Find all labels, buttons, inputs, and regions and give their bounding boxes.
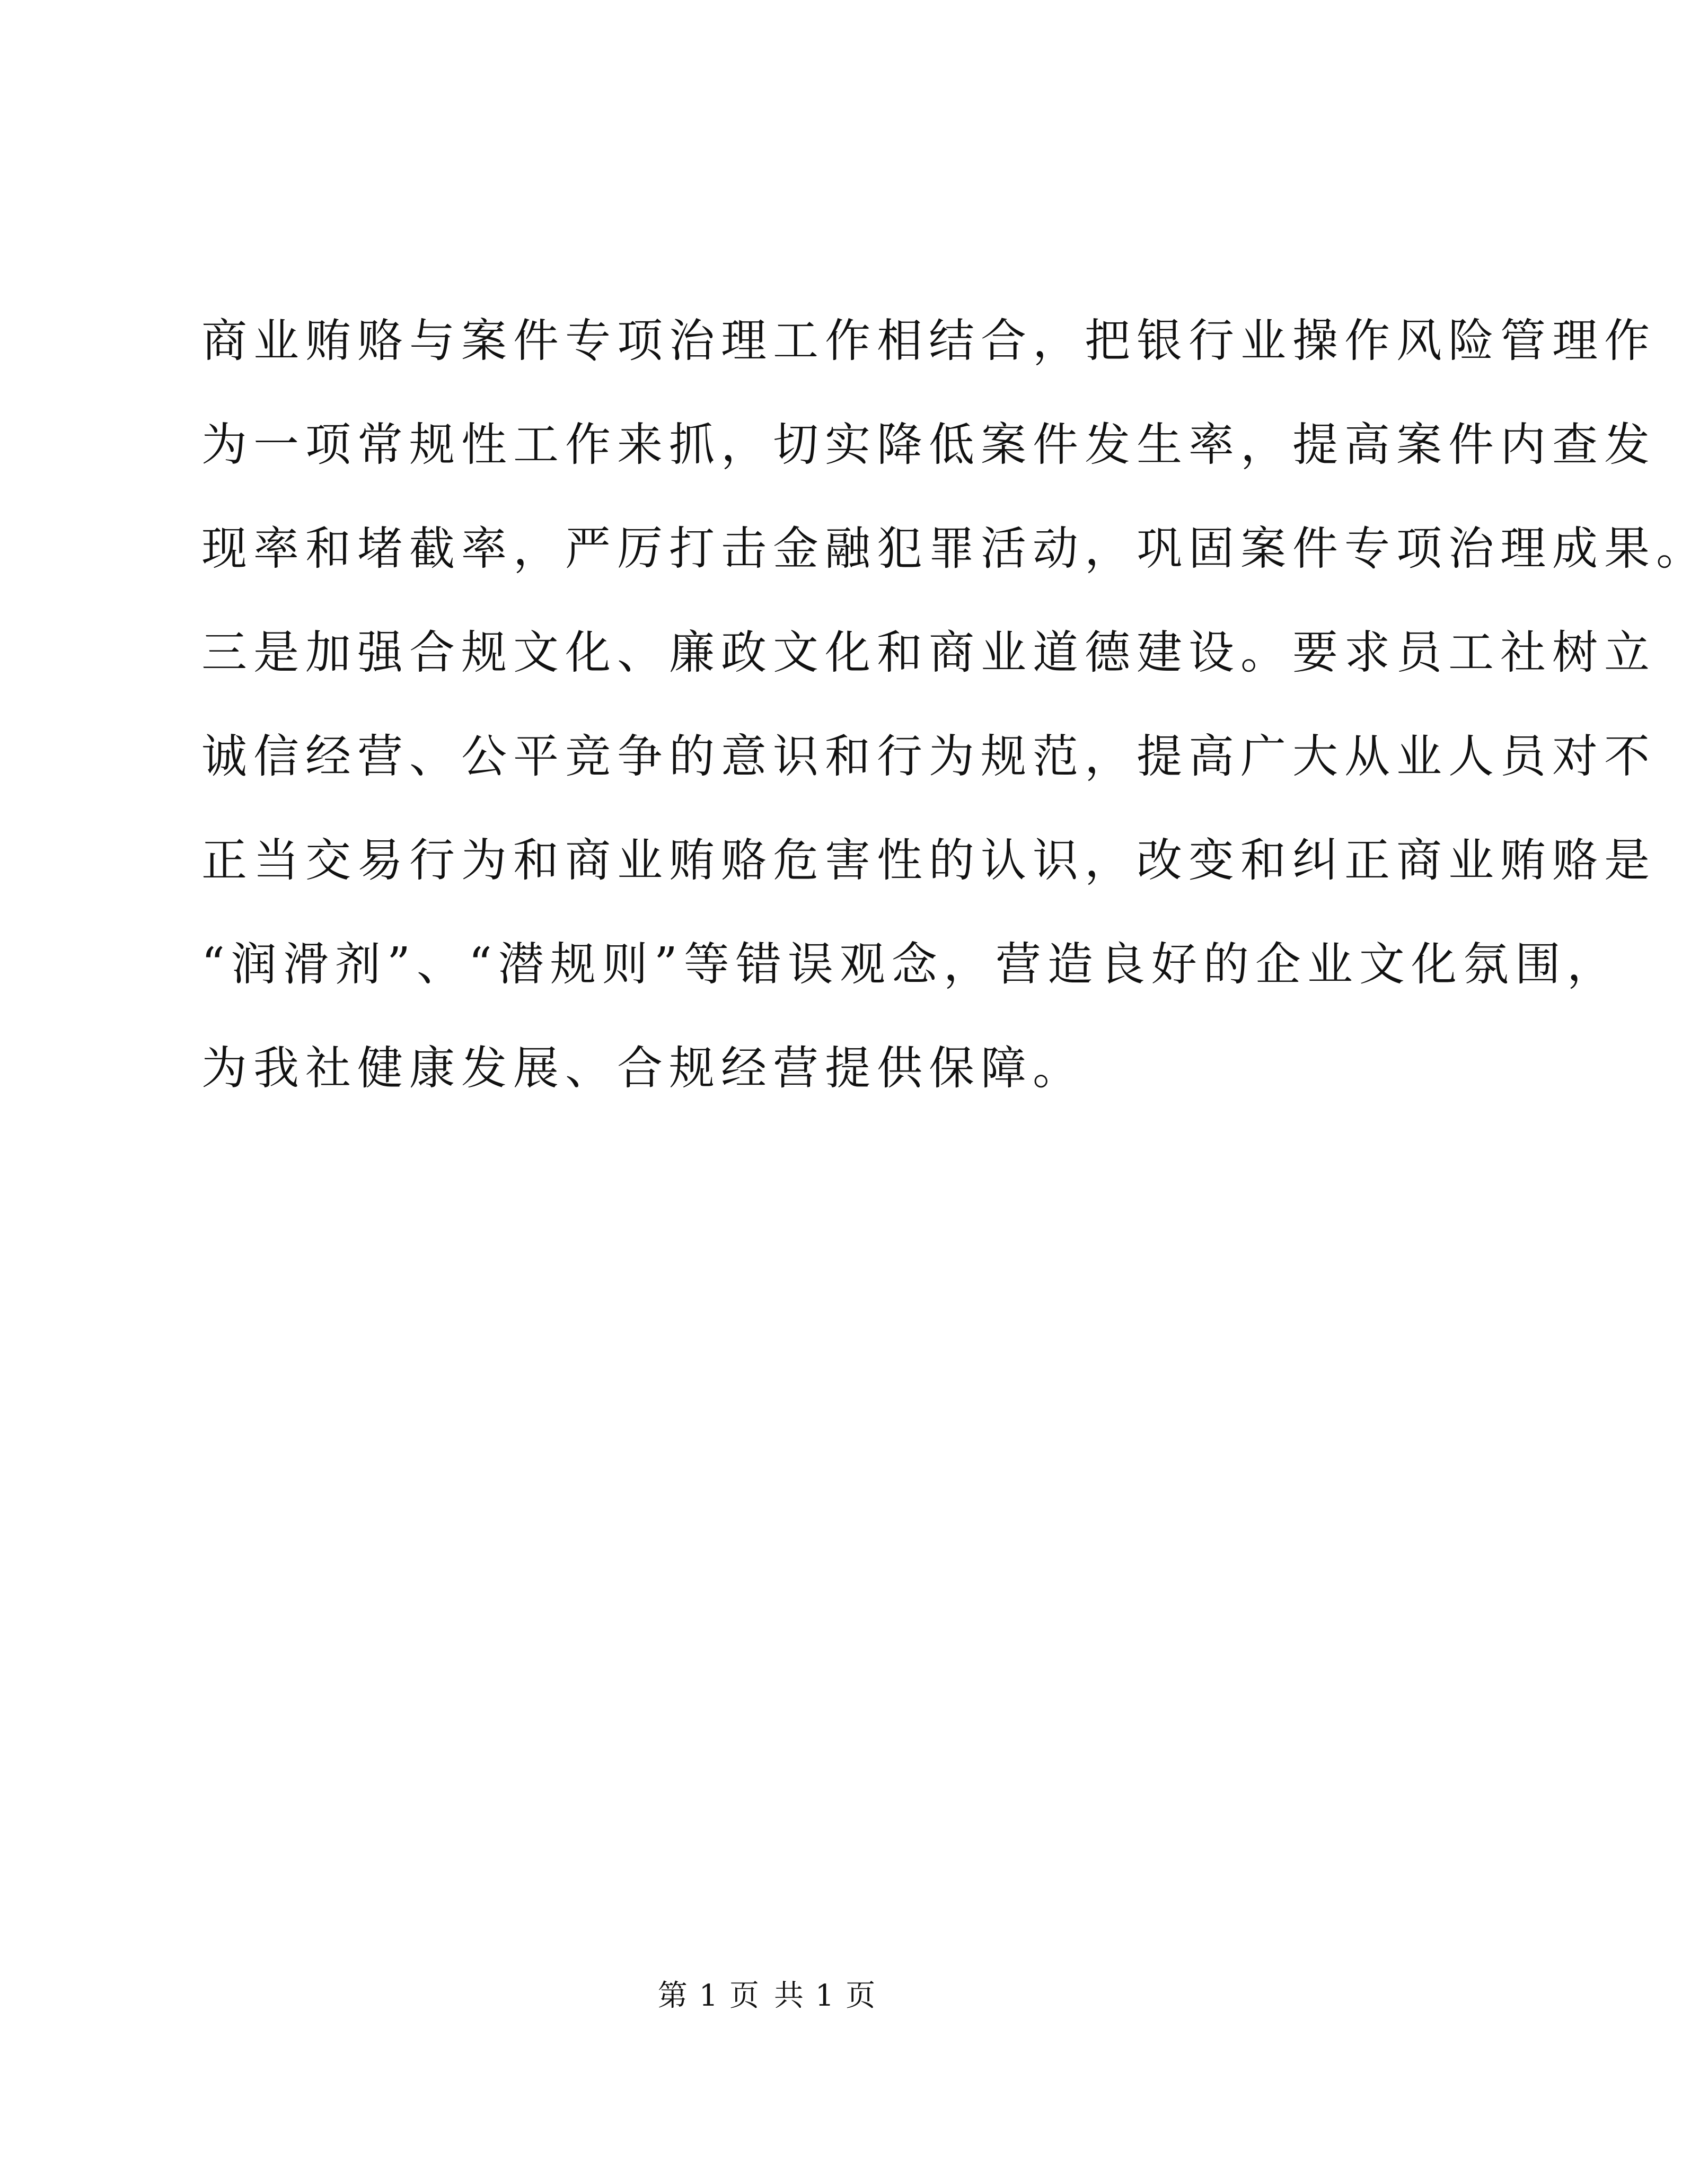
body-paragraph <box>201 289 1708 1120</box>
text-line: 诚信经营、公平竞争的意识和行为规范，提高广大从业人员对不 <box>201 730 1656 783</box>
text-line: 正当交易行为和商业贿赂危害性的认识，改变和纠正商业贿赂是 <box>201 834 1656 887</box>
page-total: 共 1 页 <box>774 1979 877 2013</box>
text-line: 为一项常规性工作来抓，切实降低案件发生率，提高案件内查发 <box>201 418 1656 471</box>
text-line: “润滑剂”、“潜规则”等错误观念，营造良好的企业文化氛围， <box>201 938 1619 991</box>
page-footer <box>0 1975 1534 2017</box>
text-line: 三是加强合规文化、廉政文化和商业道德建设。要求员工社树立 <box>201 626 1656 679</box>
text-line: 为我社健康发展、合规经营提供保障。 <box>201 1042 1085 1095</box>
page-number: 第 1 页 <box>657 1979 760 2013</box>
text-line: 现率和堵截率，严厉打击金融犯罪活动，巩固案件专项治理成果。 <box>201 522 1708 575</box>
text-line: 商业贿赂与案件专项治理工作相结合，把银行业操作风险管理作 <box>201 314 1656 367</box>
